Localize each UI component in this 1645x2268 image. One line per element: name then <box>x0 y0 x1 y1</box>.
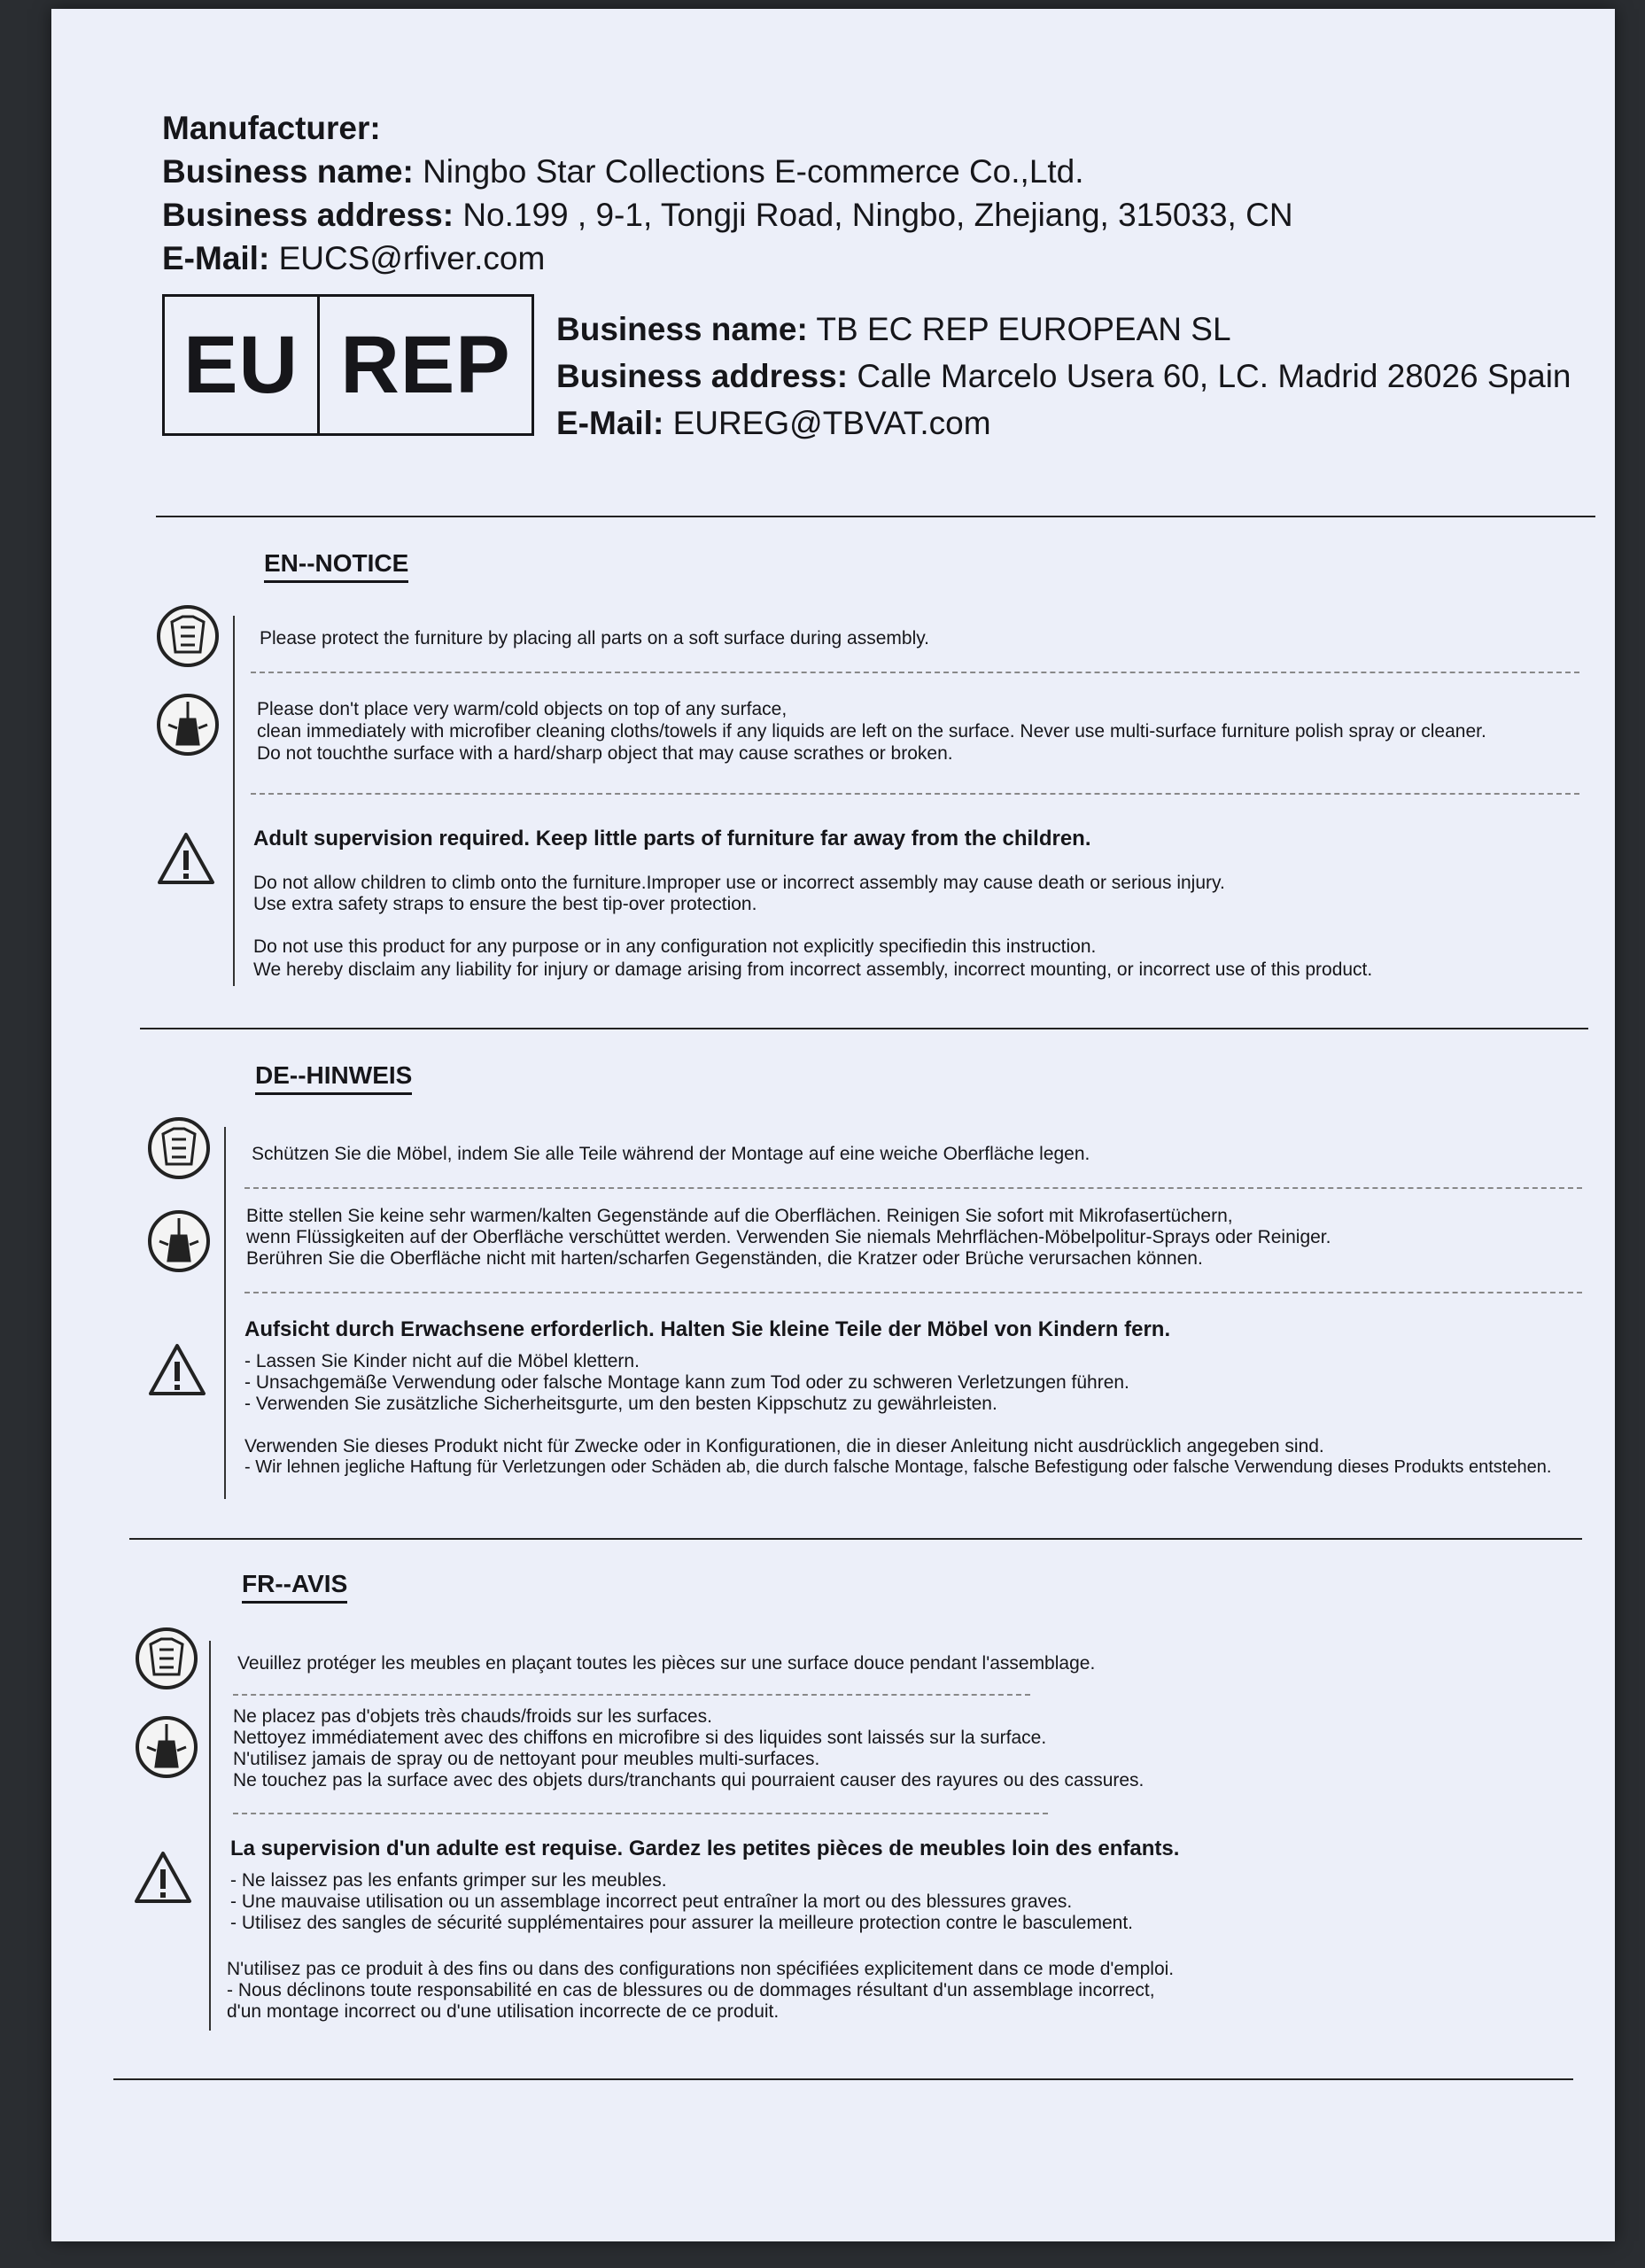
mfr-address-value: No.199 , 9-1, Tongji Road, Ningbo, Zhejiang, 315033, CN <box>462 197 1293 233</box>
de-care-line-1: Bitte stellen Sie keine sehr warmen/kalten Gegenstände auf die Oberflächen. Reinigen Sie sofort mit Mikrofasertüchern, <box>246 1206 1233 1226</box>
rep-email-value: EUREG@TBVAT.com <box>672 405 991 441</box>
de-warning-title: Aufsicht durch Erwachsene erforderlich. Halten Sie kleine Teile der Möbel von Kindern fern. <box>244 1317 1171 1341</box>
rep-address-value: Calle Marcelo Usera 60, LC. Madrid 28026 Spain <box>857 358 1571 394</box>
warning-icon <box>147 1342 207 1397</box>
en-warning-line-1: Do not allow children to climb onto the furniture.Improper use or incorrect assembly may cause death or serious injury. <box>253 873 1225 893</box>
warning-icon <box>156 831 216 886</box>
cleaning-icon <box>135 1715 198 1779</box>
rep-address-label: Business address: <box>556 358 849 394</box>
manufacturer-heading: Manufacturer: <box>162 110 381 146</box>
de-warning-line-3: - Verwenden Sie zusätzliche Sicherheitsgurte, um den besten Kippschutz zu gewährleisten. <box>244 1394 997 1414</box>
divider <box>140 1028 1588 1029</box>
dashed-separator <box>233 1694 1030 1696</box>
rep-name-label: Business name: <box>556 311 808 347</box>
eu-rep-box-rep: REP <box>340 319 511 410</box>
en-care-line-1: Please don't place very warm/cold objects on top of any surface, <box>257 699 788 719</box>
warning-icon <box>133 1850 193 1905</box>
notice-sheet <box>51 9 1615 2241</box>
fr-warning-line-1: - Ne laissez pas les enfants grimper sur les meubles. <box>230 1870 667 1891</box>
en-protect-text: Please protect the furniture by placing all parts on a soft surface during assembly. <box>260 628 930 649</box>
rep-email-label: E-Mail: <box>556 405 664 441</box>
dashed-separator <box>233 1813 1048 1814</box>
en-disclaimer-line-2: We hereby disclaim any liability for injury or damage arising from incorrect assembly, incorrect mounting, or incorrect use of this product. <box>253 959 1373 980</box>
fr-disclaimer-line-1: N'utilisez pas ce produit à des fins ou dans des configurations non spécifiées explicitement dans ce mode d'emploi. <box>227 1959 1175 1979</box>
fr-protect-text: Veuillez protéger les meubles en plaçant toutes les pièces sur une surface douce pendant l'assemblage. <box>237 1653 1096 1674</box>
fr-disclaimer-line-2: - Nous déclinons toute responsabilité en cas de blessures ou de dommages résultant d'un assemblage incorrect, <box>227 1980 1155 2000</box>
fr-warning-line-3: - Utilisez des sangles de sécurité supplémentaires pour assurer la meilleure protection contre le basculement. <box>230 1913 1134 1933</box>
mfr-name-value: Ningbo Star Collections E-commerce Co.,Ltd. <box>423 153 1084 190</box>
fr-care-line-1: Ne placez pas d'objets très chauds/froids sur les surfaces. <box>233 1706 712 1727</box>
en-disclaimer-line-1: Do not use this product for any purpose or in any configuration not explicitly specifiedin this instruction. <box>253 936 1097 957</box>
fr-vertical-rule <box>209 1641 211 2031</box>
eu-rep-block <box>556 306 1571 447</box>
fr-disclaimer-line-3: d'un montage incorrect ou d'une utilisation incorrecte de ce produit. <box>227 2001 780 2022</box>
manufacturer-block <box>162 106 1293 280</box>
de-disclaimer-line-1: Verwenden Sie dieses Produkt nicht für Zwecke oder in Konfigurationen, die in dieser Anleitung nicht ausdrücklich angegeben sind. <box>244 1436 1324 1456</box>
de-care-line-2: wenn Flüssigkeiten auf der Oberfläche verschüttet werden. Verwenden Sie niemals Mehrflächen-Möbelpolitur-Sprays oder Reiniger. <box>246 1227 1331 1247</box>
mfr-name-label: Business name: <box>162 153 414 190</box>
de-care-line-3: Berühren Sie die Oberfläche nicht mit harten/scharfen Gegenständen, die Kratzer oder Brüche verursachen können. <box>246 1248 1203 1269</box>
en-warning-title: Adult supervision required. Keep little parts of furniture far away from the children. <box>253 827 1091 850</box>
en-section-title: EN--NOTICE <box>264 549 408 583</box>
fr-section-title: FR--AVIS <box>242 1570 347 1604</box>
en-warning-line-2: Use extra safety straps to ensure the best tip-over protection. <box>253 894 757 914</box>
dashed-separator <box>251 672 1579 673</box>
eu-rep-box-eu: EU <box>165 297 320 433</box>
en-vertical-rule <box>233 616 235 986</box>
fr-warning-line-2: - Une mauvaise utilisation ou un assemblage incorrect peut entraîner la mort ou des blessures graves. <box>230 1891 1073 1912</box>
dashed-separator <box>244 1292 1582 1293</box>
cleaning-icon <box>156 693 220 757</box>
mfr-address-label: Business address: <box>162 197 454 233</box>
fr-warning-title: La supervision d'un adulte est requise. Gardez les petites pièces de meubles loin des enfants. <box>230 1837 1180 1860</box>
rep-name-value: TB EC REP EUROPEAN SL <box>816 311 1231 347</box>
de-warning-line-2: - Unsachgemäße Verwendung oder falsche Montage kann zum Tod oder zu schweren Verletzungen führen. <box>244 1372 1129 1393</box>
soft-surface-icon <box>156 604 220 668</box>
dashed-separator <box>251 793 1579 795</box>
fr-care-line-3: N'utilisez jamais de spray ou de nettoyant pour meubles multi-surfaces. <box>233 1749 820 1769</box>
eu-rep-symbol <box>162 294 534 436</box>
fr-care-line-2: Nettoyez immédiatement avec des chiffons en microfibre si des liquides sont laissés sur la surface. <box>233 1728 1047 1748</box>
de-vertical-rule <box>224 1127 226 1499</box>
de-protect-text: Schützen Sie die Möbel, indem Sie alle Teile während der Montage auf eine weiche Oberfläche legen. <box>252 1144 1090 1164</box>
en-care-line-3: Do not touchthe surface with a hard/sharp object that may cause scrathes or broken. <box>257 743 953 764</box>
soft-surface-icon <box>147 1116 211 1180</box>
dashed-separator <box>244 1187 1582 1189</box>
fr-care-line-4: Ne touchez pas la surface avec des objets durs/tranchants qui pourraient causer des rayures ou des cassures. <box>233 1770 1145 1790</box>
mfr-email-label: E-Mail: <box>162 240 270 276</box>
mfr-email-value: EUCS@rfiver.com <box>278 240 546 276</box>
de-warning-line-1: - Lassen Sie Kinder nicht auf die Möbel klettern. <box>244 1351 640 1371</box>
de-disclaimer-line-2: - Wir lehnen jegliche Haftung für Verletzungen oder Schäden ab, die durch falsche Montage, falsche Befestigung oder falsche Verwendung dieses Produkts entstehen. <box>244 1457 1552 1477</box>
cleaning-icon <box>147 1209 211 1273</box>
en-care-line-2: clean immediately with microfiber cleaning cloths/towels if any liquids are left on the surface. Never use multi-surface furniture polish spray or cleaner. <box>257 721 1486 742</box>
divider <box>113 2078 1573 2080</box>
soft-surface-icon <box>135 1627 198 1690</box>
divider <box>129 1538 1582 1540</box>
de-section-title: DE--HINWEIS <box>255 1061 412 1095</box>
divider <box>156 516 1595 517</box>
